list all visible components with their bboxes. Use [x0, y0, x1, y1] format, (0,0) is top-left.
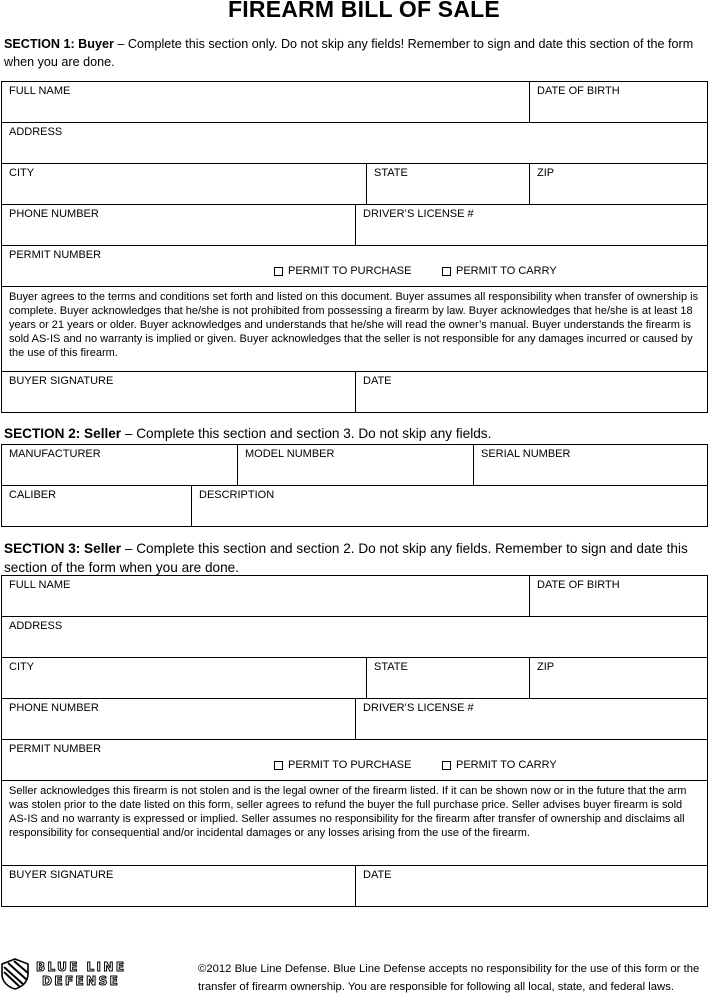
- section2-title: SECTION 2: Seller: [4, 426, 122, 441]
- serial-number-field[interactable]: [474, 445, 708, 486]
- buyer-city-field[interactable]: [2, 164, 367, 205]
- seller-city-field[interactable]: [2, 658, 367, 699]
- buyer-zip-field[interactable]: [530, 164, 708, 205]
- seller-date-label: DATE: [363, 869, 392, 881]
- seller-city-label: CITY: [9, 661, 35, 673]
- seller-permit-label: PERMIT NUMBER: [9, 743, 102, 755]
- buyer-permit-to-carry-label: PERMIT TO CARRY: [456, 265, 557, 277]
- buyer-signature-label: BUYER SIGNATURE: [9, 375, 114, 387]
- buyer-full-name-label: FULL NAME: [9, 85, 71, 97]
- seller-state-label: STATE: [374, 661, 408, 673]
- section1-instructions: – Complete this section only. Do not skip any fields! Remember to sign and date this section of the form when you are done.: [4, 37, 694, 69]
- seller-permit-table: [1, 739, 708, 781]
- manufacturer-label: MANUFACTURER: [9, 448, 101, 460]
- buyer-date-label: DATE: [363, 375, 392, 387]
- buyer-dob-label: DATE OF BIRTH: [537, 85, 620, 97]
- buyer-address-table: [1, 122, 708, 164]
- buyer-address-field[interactable]: [2, 123, 708, 164]
- section3-heading: [4, 539, 726, 577]
- seller-permit-to-purchase-label: PERMIT TO PURCHASE: [288, 759, 412, 771]
- buyer-state-label: STATE: [374, 167, 408, 179]
- firearm-info-table: [1, 444, 708, 486]
- seller-phone-label: PHONE NUMBER: [9, 702, 99, 714]
- logo-line2: DEFENSE: [42, 974, 121, 988]
- buyer-signature-field[interactable]: [2, 372, 356, 413]
- buyer-phone-label: PHONE NUMBER: [9, 208, 99, 220]
- checkbox-icon: [442, 761, 451, 770]
- section2-heading: [4, 425, 726, 443]
- seller-address-table: [1, 616, 708, 658]
- buyer-city-table: [1, 163, 708, 205]
- seller-zip-field[interactable]: [530, 658, 708, 699]
- seller-name-table: [1, 575, 708, 617]
- seller-full-name-field[interactable]: [2, 576, 530, 617]
- buyer-dob-field[interactable]: [530, 82, 708, 123]
- section2-instructions: – Complete this section and section 3. Do not skip any fields.: [121, 426, 492, 441]
- buyer-signature-table: [1, 371, 708, 413]
- buyer-date-field[interactable]: [356, 372, 708, 413]
- seller-signature-label: BUYER SIGNATURE: [9, 869, 114, 881]
- buyer-terms-text: Buyer agrees to the terms and conditions set forth and listed on this document. Buyer assumes all responsibility when transfer of ownership is complete. Buyer acknowledges that he/she is not prohibited from possessing a firearm by law. Buyer acknowledges that he/she is at least 18 years or 21 years or older. Buyer acknowledges and understands that he/she will read the owner’s manual. Buyer understands the firearm is sold AS-IS and no warranty is implied or given. Buyer acknowledges that the seller is not responsible for any damages incurred or caused by the use of this firearm.: [2, 287, 708, 372]
- seller-license-label: DRIVER’S LICENSE #: [363, 702, 474, 714]
- seller-dob-field[interactable]: [530, 576, 708, 617]
- shield-icon: [0, 958, 30, 990]
- buyer-phone-field[interactable]: [2, 205, 356, 246]
- buyer-full-name-field[interactable]: [2, 82, 530, 123]
- buyer-permit-to-carry-checkbox[interactable]: [442, 265, 557, 277]
- seller-signature-table: [1, 865, 708, 907]
- seller-phone-field[interactable]: [2, 699, 356, 740]
- seller-terms-table: [1, 780, 708, 866]
- buyer-permit-to-purchase-checkbox[interactable]: [274, 265, 411, 277]
- section1-heading: [4, 35, 726, 71]
- serial-number-label: SERIAL NUMBER: [481, 448, 571, 460]
- buyer-license-label: DRIVER’S LICENSE #: [363, 208, 474, 220]
- seller-state-field[interactable]: [367, 658, 530, 699]
- buyer-zip-label: ZIP: [537, 167, 555, 179]
- logo-line1: BLUE LINE: [36, 960, 127, 974]
- seller-phone-table: [1, 698, 708, 740]
- seller-full-name-label: FULL NAME: [9, 579, 71, 591]
- buyer-phone-table: [1, 204, 708, 246]
- buyer-permit-to-purchase-label: PERMIT TO PURCHASE: [288, 265, 412, 277]
- seller-dob-label: DATE OF BIRTH: [537, 579, 620, 591]
- caliber-label: CALIBER: [9, 489, 57, 501]
- seller-license-field[interactable]: [356, 699, 708, 740]
- section3-instructions: – Complete this section and section 2. Do not skip any fields. Remember to sign and date this section of the form when you are done.: [4, 541, 688, 575]
- buyer-permit-table: [1, 245, 708, 287]
- checkbox-icon: [274, 761, 283, 770]
- checkbox-icon: [274, 267, 283, 276]
- buyer-address-label: ADDRESS: [9, 126, 63, 138]
- buyer-permit-label: PERMIT NUMBER: [9, 249, 102, 261]
- model-number-label: MODEL NUMBER: [245, 448, 335, 460]
- seller-city-table: [1, 657, 708, 699]
- description-label: DESCRIPTION: [199, 489, 275, 501]
- description-field[interactable]: [192, 486, 708, 527]
- section1-title: SECTION 1: Buyer: [4, 37, 114, 51]
- seller-signature-field[interactable]: [2, 866, 356, 907]
- buyer-terms-table: [1, 286, 708, 372]
- seller-zip-label: ZIP: [537, 661, 555, 673]
- seller-address-field[interactable]: [2, 617, 708, 658]
- footer-disclaimer: ©2012 Blue Line Defense. Blue Line Defense accepts no responsibility for the use of this form or the transfer of firearm ownership. You are responsible for following all local, state, and federal laws.: [198, 963, 700, 993]
- buyer-license-field[interactable]: [356, 205, 708, 246]
- firearm-detail-table: [1, 485, 708, 527]
- seller-permit-field[interactable]: [2, 740, 708, 781]
- caliber-field[interactable]: [2, 486, 192, 527]
- page-title: FIREARM BILL OF SALE: [228, 0, 500, 22]
- section3-title: SECTION 3: Seller: [4, 541, 122, 556]
- seller-terms-text: Seller acknowledges this firearm is not stolen and is the legal owner of the firearm listed. If it can be shown now or in the future that the arm was stolen prior to the date listed on this form, seller agrees to refund the buyer the full purchase price. Seller advises buyer firearm is sold AS-IS and no warranty is expressed or implied. Seller assumes no responsibility for the firearm after transfer of ownership and disclaims all responsibility for consequential and/or incidental damages or any losses arising from the use of the firearm.: [2, 781, 708, 866]
- seller-permit-to-purchase-checkbox[interactable]: [274, 759, 411, 771]
- seller-address-label: ADDRESS: [9, 620, 63, 632]
- model-number-field[interactable]: [238, 445, 474, 486]
- buyer-permit-field[interactable]: [2, 246, 708, 287]
- buyer-city-label: CITY: [9, 167, 35, 179]
- manufacturer-field[interactable]: [2, 445, 238, 486]
- seller-date-field[interactable]: [356, 866, 708, 907]
- logo-text: [36, 960, 126, 988]
- seller-permit-to-carry-label: PERMIT TO CARRY: [456, 759, 557, 771]
- seller-permit-to-carry-checkbox[interactable]: [442, 759, 557, 771]
- buyer-name-table: [1, 81, 708, 123]
- buyer-state-field[interactable]: [367, 164, 530, 205]
- checkbox-icon: [442, 267, 451, 276]
- company-logo: [0, 958, 160, 992]
